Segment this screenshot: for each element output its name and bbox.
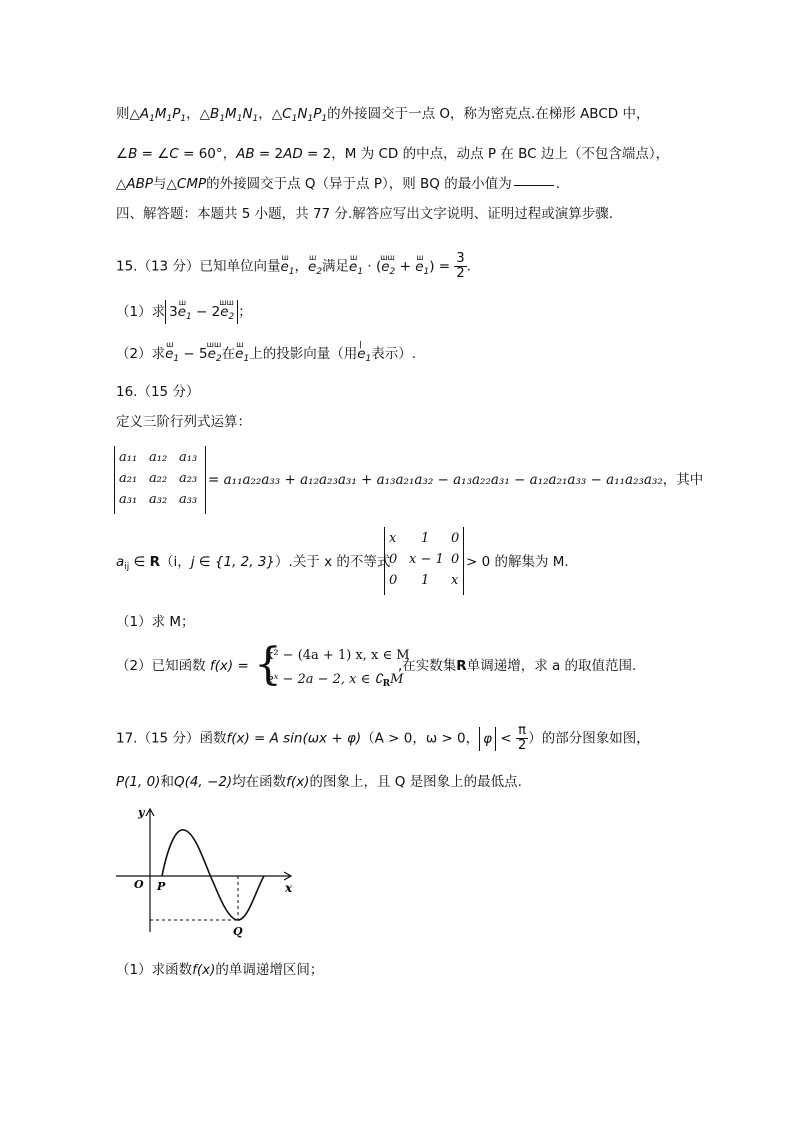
y-axis-label: y (138, 806, 145, 819)
q16-definition: 定义三阶行列式运算： (116, 414, 251, 430)
q17-stem: 17.（15 分）函数f(x) = A sin(ωx + φ)（A > 0，ω > 0， φ < $\frac{\pi}{2}$ ）的部分图象如图， (116, 723, 650, 753)
q15-part1: （1）求 3ш $e_1 - 2шш$ $e_2$ ； (116, 300, 252, 324)
answer-blank[interactable] (514, 185, 554, 186)
origin-label: O (134, 878, 144, 891)
q17-points: P(1, 0)和Q(4, −2)均在函数f(x)的图象上，且 Q 是图象上的最低点. (116, 774, 522, 790)
fraction-three-halves: $\frac{3}{2}$ (456, 251, 465, 281)
section-four-header: 四、解答题：本题共 5 小题，共 77 分.解答应写出文字说明、证明过程或演算步骤. (116, 206, 614, 222)
q16-part2-lead: （2）已知函数 f(x) = (116, 658, 249, 674)
inequality-solution-set: > 0 的解集为 M. (466, 554, 569, 570)
determinant-general: a₁₁ a₁₂ a₁₃ a₂₁ a₂₂ a₂₃ a₃₁ a₃₂ a₃₃ (114, 446, 206, 514)
q15-stem: 15.（13 分）已知单位向量ш $e_1$，ш $e_2$满足ш $e_1 \cdot (шш$ $e_2 + ш$ $e_1$) = $\frac{3}{2}$ . (116, 252, 471, 281)
point-q-label: Q (233, 925, 243, 938)
piecewise-brace: { (254, 639, 282, 690)
q15-part2: （2）求ш $e_1 - 5шш$ $e_2$在ш $e_1$上的投影向量（用ǀ $e_1$表示）. (116, 344, 416, 364)
triangle-c: $C_1N_1P_1$ (282, 106, 328, 124)
problem14-line3: △ABP与△CMP的外接圆交于点 Q（异于点 P），则 BQ 的最小值为 . (116, 176, 561, 192)
sine-graph-figure (114, 806, 304, 938)
q17-part1: （1）求函数f(x)的单调递增区间； (116, 962, 324, 978)
q16-part1: （1）求 M； (116, 614, 195, 630)
fraction-pi-over-two: $\frac{\pi}{2}$ (517, 723, 527, 753)
triangle-b: $B_1M_1N_1$ (210, 106, 259, 124)
q16-head: 16.（15 分） (116, 384, 200, 400)
point-p-label: P (157, 880, 166, 893)
q16-condition: $a_{ij}$ ∈ R（i，j ∈ {1, 2, 3}）.关于 x 的不等式 (116, 554, 391, 572)
piecewise-case1: x² − (4a + 1) x, x ∈ M (266, 648, 410, 663)
sine-curve (162, 830, 264, 920)
determinant-expansion: = a₁₁a₂₂a₃₃ + a₁₂a₂₃a₃₁ + a₁₃a₂₁a₃₂ − a₁₃a₂₂a₃₁ − a₁₂a₂₁a₃₃ − a₁₁a₂₃a₃₂，其中 (208, 472, 704, 488)
q16-part2-tail: ,在实数集R单调递增，求 a 的取值范围. (398, 658, 637, 674)
piecewise-case2: eˣ − 2a − 2, x ∈ $∁_RM$ (266, 672, 404, 689)
triangle-a: $A_1M_1P_1$ (139, 106, 187, 124)
problem14-line1: 则$\triangle A_1M_1P_1$，$\triangle B_1M_1N_1$，$\triangle C_1N_1P_1$的外接圆交于一点 O，称为密克点.在梯形 ABCD 中， (116, 106, 650, 124)
determinant-inequality: x 1 0 0 x − 1 0 0 1 x (384, 527, 464, 595)
problem14-line2: ∠B = ∠C = 60°，AB = 2AD = 2，M 为 CD 的中点，动点 P 在 BC 边上（不包含端点）， (116, 146, 670, 162)
x-axis-label: x (285, 881, 293, 895)
